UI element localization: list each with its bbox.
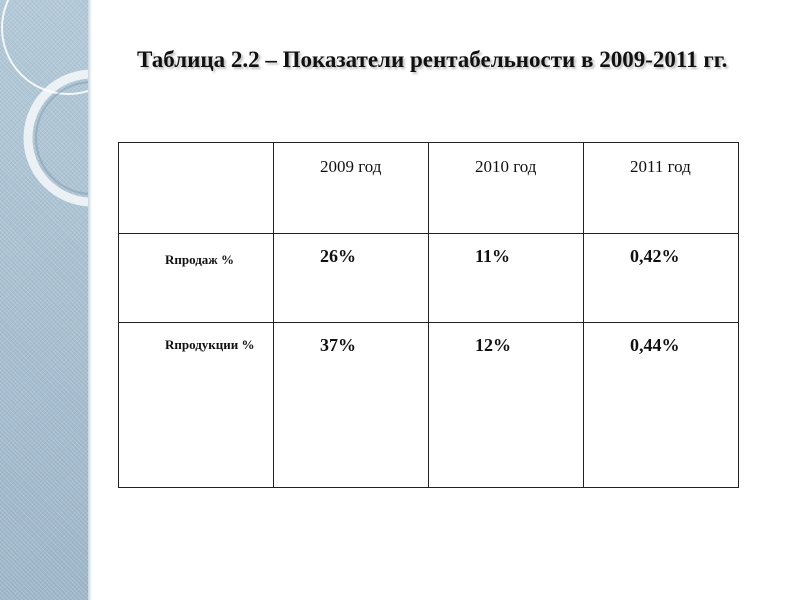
decorative-side-panel [0,0,88,600]
header-2011: 2011 год [584,143,739,234]
table-row [119,323,739,488]
table-row [119,234,739,323]
header-empty-cell [119,143,274,234]
header-2009: 2009 год [274,143,429,234]
value-production-2011: 0,44% [584,323,739,488]
value-sales-2009: 26% [274,234,429,323]
value-sales-2010: 11% [429,234,584,323]
table-header-row [119,143,739,234]
value-production-2010: 12% [429,323,584,488]
header-2010: 2010 год [429,143,584,234]
slide-title: Таблица 2.2 – Показатели рентабельности в 2009-2011 гг. [137,47,728,72]
decorative-rings [0,0,88,600]
profitability-table [118,142,739,488]
row-label-production: Rпродукции % [119,323,274,488]
side-panel-edge [88,0,92,600]
value-production-2009: 37% [274,323,429,488]
row-label-sales: Rпродаж % [119,234,274,323]
value-sales-2011: 0,42% [584,234,739,323]
